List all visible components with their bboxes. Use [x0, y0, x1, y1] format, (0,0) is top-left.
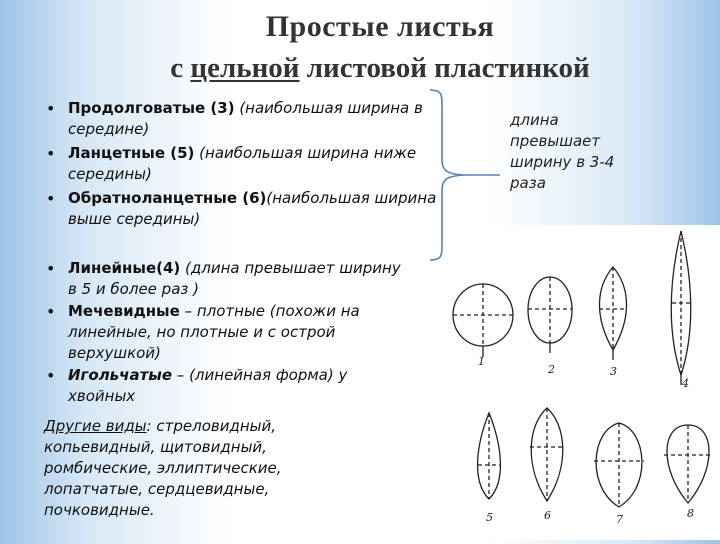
item-description: (длина превышает ширину в 5 и более раз ): [68, 259, 401, 298]
item-term: Продолговатые (3): [68, 99, 235, 117]
list-item-linear: [46, 258, 406, 300]
list-item-oblong: [46, 98, 446, 140]
item-term: Мечевидные: [68, 302, 180, 320]
leaf-shape-4: [671, 231, 691, 385]
item-term: Обратноланцетные (6): [68, 189, 267, 207]
figure-number: 8: [687, 507, 694, 520]
figure-number: 5: [486, 511, 493, 524]
slide-title: Простые листья: [265, 10, 495, 43]
leaf-types-list-2: [46, 258, 406, 408]
leaf-shapes-drawing: [452, 225, 720, 540]
leaf-shape-7: [594, 423, 644, 507]
subtitle-prefix: с: [170, 52, 191, 84]
item-description: (наибольшая ширина ниже середины): [68, 144, 417, 183]
figure-number: 7: [616, 513, 623, 526]
other-types-text: : стреловидный, копьевидный, щитовидный, ромбические, эллиптические, лопатчатые, сердцевидные, почковидные.: [44, 417, 282, 519]
item-description: (наибольшая ширина выше середины): [68, 189, 437, 228]
slide-subtitle: [0, 52, 720, 85]
leaf-shape-5: [478, 413, 501, 499]
figure-number: 4: [682, 377, 689, 390]
other-types-paragraph: [44, 416, 324, 521]
leaf-types-list-1: [46, 98, 446, 233]
list-item-ensiform: [46, 301, 406, 364]
figure-number: 1: [478, 355, 485, 368]
item-term: Ланцетные (5): [68, 144, 195, 162]
subtitle-underlined-word: цельной: [190, 52, 300, 84]
brace-note: длина превышает ширину в 3-4 раза: [510, 111, 615, 192]
item-description: – плотные (похожи на линейные, но плотные и с острой верхушкой): [68, 302, 360, 362]
list-item-acicular: [46, 365, 406, 407]
list-item-lanceolate: [46, 143, 446, 185]
figure-number: 6: [544, 509, 551, 522]
leaf-shape-3: [599, 267, 627, 360]
list-item-oblanceolate: [46, 188, 446, 230]
figure-number: 3: [610, 365, 617, 378]
item-term: Линейные(4): [68, 259, 181, 277]
subtitle-suffix: листовой пластинкой: [299, 52, 590, 84]
other-types-label: Другие виды: [44, 417, 147, 435]
leaf-shape-8: [664, 425, 712, 503]
leaf-shape-2: [528, 277, 572, 353]
item-term: Игольчатые: [68, 366, 173, 384]
leaf-shape-6: [530, 408, 564, 501]
leaf-shape-1: [453, 284, 513, 357]
item-description: – (линейная форма) у хвойных: [68, 366, 348, 405]
item-description: (наибольшая ширина в середине): [68, 99, 423, 138]
leaf-shapes-figure: [452, 225, 720, 540]
figure-number: 2: [548, 363, 555, 376]
